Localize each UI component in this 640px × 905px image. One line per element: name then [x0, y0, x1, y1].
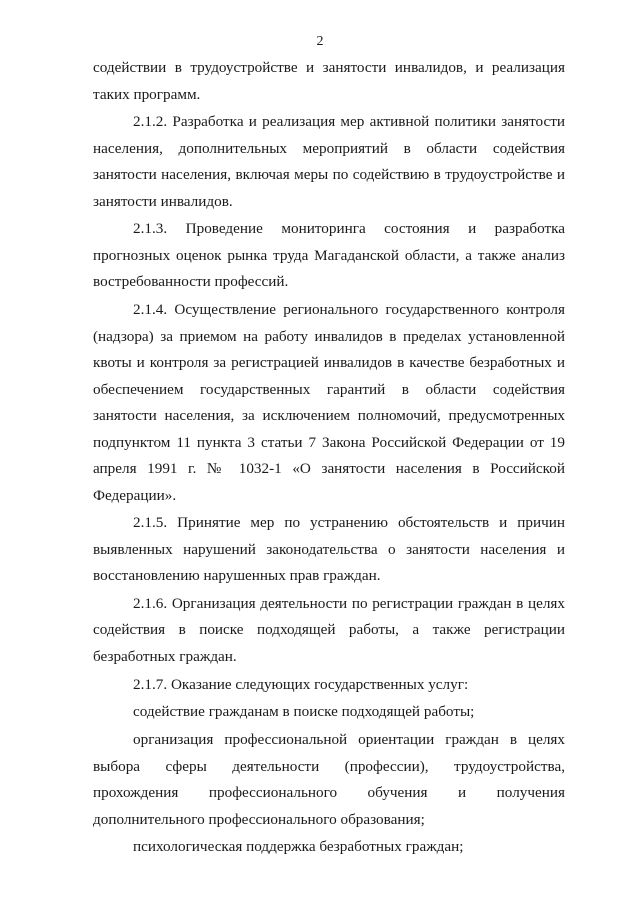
paragraph-2-1-2: 2.1.2. Разработка и реализация мер активной политики занятости населения, дополнительных мероприятий в области содействия занятости населения, включая меры по содействию в трудоустройстве и занятости инвалидов. — [93, 113, 565, 210]
paragraph-2-1-6: 2.1.6. Организация деятельности по регистрации граждан в целях содействия в поиске подходящей работы, а также регистрации безработных граждан. — [93, 594, 565, 665]
page-number: 2 — [316, 34, 324, 49]
document-body — [93, 55, 565, 861]
list-item-job-search: содействие гражданам в поиске подходящей работы; — [133, 703, 475, 721]
list-item-career-guidance: организация профессиональной ориентации граждан в целях выбора сферы деятельности (профессии), трудоустройства, прохождения профессионального обучения и получения дополнительного профессионального образования; — [93, 731, 565, 828]
paragraph-2-1-5: 2.1.5. Принятие мер по устранению обстоятельств и причин выявленных нарушений законодательства о занятости населения и восстановлению нарушенных прав граждан. — [93, 514, 565, 585]
paragraph-2-1-3: 2.1.3. Проведение мониторинга состояния и разработка прогнозных оценок рынка труда Магаданской области, а также анализ востребованности профессий. — [93, 220, 565, 291]
paragraph-2-1-4: 2.1.4. Осуществление регионального государственного контроля (надзора) за приемом на работу инвалидов в пределах установленной квоты и контроля за регистрацией инвалидов в качестве безработных и обеспечением государственных гарантий в области содействия занятости населения, за исключением полномочий, предусмотренных подпунктом 11 пункта 3 статьи 7 Закона Российской Федерации от 19 апреля 1991 г. № 1032-1 «О занятости населения в Российской Федерации». — [93, 301, 565, 504]
paragraph-2-1-7: 2.1.7. Оказание следующих государственных услуг: — [133, 675, 469, 693]
paragraph-continuation: содействии в трудоустройстве и занятости инвалидов, и реализация таких программ. — [93, 59, 565, 103]
list-item-psychological-support: психологическая поддержка безработных граждан; — [133, 838, 464, 856]
